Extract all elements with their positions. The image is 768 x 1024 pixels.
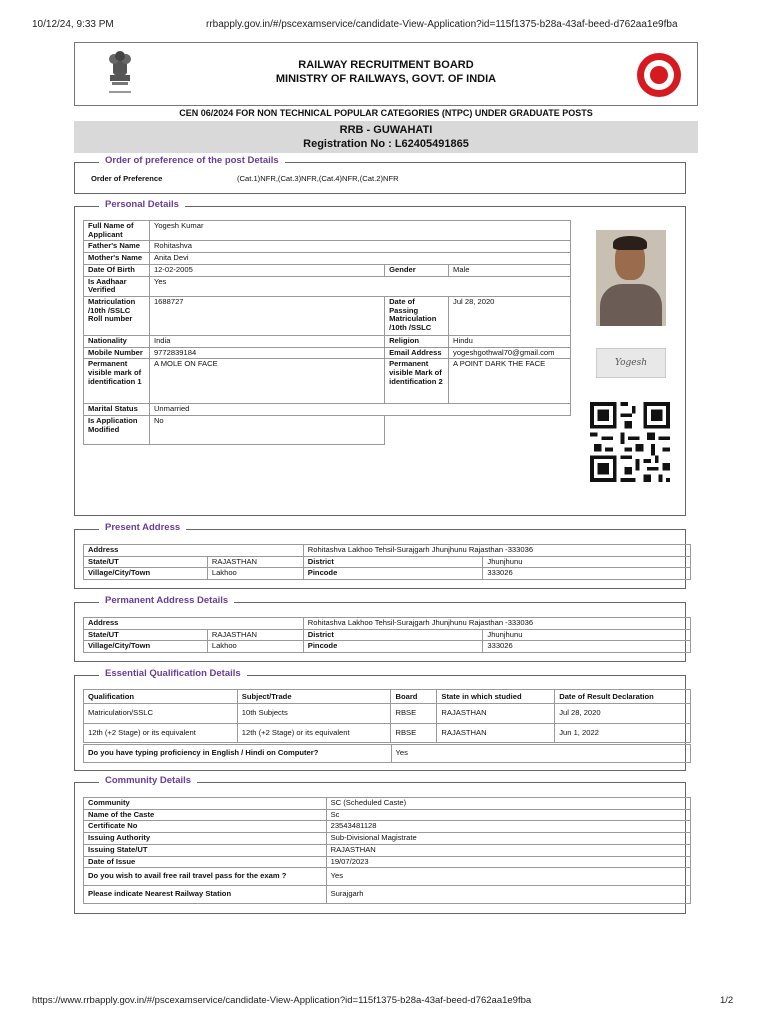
field-label: Certificate No bbox=[84, 821, 327, 833]
state-value: RAJASTHAN bbox=[207, 629, 303, 641]
field-label: Village/City/Town bbox=[84, 641, 208, 653]
personal-table bbox=[83, 220, 571, 445]
table-row bbox=[84, 856, 691, 868]
present-address-table bbox=[83, 544, 691, 580]
father-name-value: Rohitashva bbox=[149, 241, 570, 253]
table-row bbox=[84, 359, 571, 404]
mark1-value: A MOLE ON FACE bbox=[149, 359, 384, 404]
cen-title: CEN 06/2024 FOR NON TECHNICAL POPULAR CATEGORIES (NTPC) UNDER GRADUATE POSTS bbox=[179, 108, 593, 118]
table-row bbox=[84, 844, 691, 856]
column-header: Subject/Trade bbox=[237, 690, 391, 704]
field-label: State/UT bbox=[84, 556, 208, 568]
table-row bbox=[84, 868, 691, 886]
district-value: Jhunjhunu bbox=[483, 629, 691, 641]
table-row bbox=[84, 704, 691, 724]
preference-label: Order of Preference bbox=[91, 174, 163, 183]
table-cell: Jul 28, 2020 bbox=[555, 704, 691, 724]
section-title: Present Address bbox=[99, 522, 186, 533]
qualification-section bbox=[74, 668, 686, 771]
table-row bbox=[84, 221, 571, 241]
table-row bbox=[84, 723, 691, 743]
column-header: Qualification bbox=[84, 690, 238, 704]
column-header: Date of Result Declaration bbox=[555, 690, 691, 704]
preference-section bbox=[74, 155, 686, 194]
preference-value: (Cat.1)NFR,(Cat.3)NFR,(Cat.4)NFR,(Cat.2)NFR bbox=[237, 174, 399, 183]
table-row bbox=[84, 798, 691, 810]
district-value: Jhunjhunu bbox=[483, 556, 691, 568]
table-header-row bbox=[84, 690, 691, 704]
table-row bbox=[84, 347, 571, 359]
field-label: Full Name of Applicant bbox=[84, 221, 150, 241]
registration-number: Registration No : L62405491865 bbox=[303, 138, 469, 150]
table-row bbox=[84, 276, 571, 296]
field-label: Address bbox=[84, 618, 304, 630]
board-header bbox=[74, 42, 698, 106]
table-row bbox=[84, 629, 691, 641]
marital-value: Unmarried bbox=[149, 404, 570, 416]
table-row bbox=[84, 745, 691, 763]
mobile-value: 9772839184 bbox=[149, 347, 384, 359]
table-cell: 12th (+2 Stage) or its equivalent bbox=[237, 723, 391, 743]
table-row bbox=[84, 821, 691, 833]
field-label: Do you have typing proficiency in English / Hindi on Computer? bbox=[84, 745, 392, 763]
full-name-value: Yogesh Kumar bbox=[149, 221, 570, 241]
print-url: rrbapply.gov.in/#/pscexamservice/candidate-View-Application?id=115f1375-b28a-43af-beed-d762aa1e9fba bbox=[206, 19, 678, 30]
table-row bbox=[84, 241, 571, 253]
field-label: Father's Name bbox=[84, 241, 150, 253]
field-label: Permanent visible mark of identification 1 bbox=[84, 359, 150, 404]
table-row bbox=[84, 297, 571, 336]
field-label: Do you wish to avail free rail travel pass for the exam ? bbox=[84, 868, 327, 886]
table-row bbox=[84, 556, 691, 568]
field-label: Village/City/Town bbox=[84, 568, 208, 580]
station-value: Surajgarh bbox=[326, 886, 690, 904]
applicant-photo bbox=[596, 230, 666, 326]
matric-date-value: Jul 28, 2020 bbox=[449, 297, 571, 336]
field-label: State/UT bbox=[84, 629, 208, 641]
field-label: District bbox=[303, 629, 483, 641]
field-label: Nationality bbox=[84, 336, 150, 348]
typing-value: Yes bbox=[391, 745, 690, 763]
column-header: State in which studied bbox=[437, 690, 555, 704]
field-label: Name of the Caste bbox=[84, 809, 327, 821]
field-label: Mobile Number bbox=[84, 347, 150, 359]
address-value: Rohitashva Lakhoo Tehsil-Surajgarh Jhunjhunu Rajasthan -333036 bbox=[303, 545, 690, 557]
field-label: Is Aadhaar Verified bbox=[84, 276, 150, 296]
permanent-address-table bbox=[83, 617, 691, 653]
table-row bbox=[84, 641, 691, 653]
table-row bbox=[84, 545, 691, 557]
table-cell: 12th (+2 Stage) or its equivalent bbox=[84, 723, 238, 743]
table-row bbox=[84, 253, 571, 265]
registration-band bbox=[74, 121, 698, 153]
field-label: Religion bbox=[385, 336, 449, 348]
community-table bbox=[83, 797, 691, 904]
field-label: Marital Status bbox=[84, 404, 150, 416]
section-title: Permanent Address Details bbox=[99, 595, 234, 606]
field-label: Email Address bbox=[385, 347, 449, 359]
matric-roll-value: 1688727 bbox=[149, 297, 384, 336]
section-title: Community Details bbox=[99, 775, 197, 786]
table-cell: RBSE bbox=[391, 723, 437, 743]
address-value: Rohitashva Lakhoo Tehsil-Surajgarh Jhunjhunu Rajasthan -333036 bbox=[303, 618, 690, 630]
table-cell: Matriculation/SSLC bbox=[84, 704, 238, 724]
nationality-value: India bbox=[149, 336, 384, 348]
section-title: Essential Qualification Details bbox=[99, 668, 247, 679]
section-title: Personal Details bbox=[99, 199, 185, 210]
religion-value: Hindu bbox=[449, 336, 571, 348]
present-address-section bbox=[74, 522, 686, 589]
table-row bbox=[84, 568, 691, 580]
railway-logo-icon bbox=[637, 53, 681, 97]
field-value: SC (Scheduled Caste) bbox=[326, 798, 690, 810]
table-cell: 10th Subjects bbox=[237, 704, 391, 724]
mark2-value: A POINT DARK THE FACE bbox=[449, 359, 571, 404]
table-cell: RBSE bbox=[391, 704, 437, 724]
table-row bbox=[84, 264, 571, 276]
dob-value: 12-02-2005 bbox=[149, 264, 384, 276]
table-row bbox=[84, 416, 571, 445]
board-name: RAILWAY RECRUITMENT BOARD bbox=[298, 59, 474, 71]
table-row bbox=[84, 336, 571, 348]
field-label: Permanent visible Mark of identification 2 bbox=[385, 359, 449, 404]
field-label: Please indicate Nearest Railway Station bbox=[84, 886, 327, 904]
field-label: Community bbox=[84, 798, 327, 810]
field-label: Issuing Authority bbox=[84, 833, 327, 845]
section-title: Order of preference of the post Details bbox=[99, 155, 285, 166]
state-value: RAJASTHAN bbox=[207, 556, 303, 568]
table-row bbox=[84, 618, 691, 630]
field-label: District bbox=[303, 556, 483, 568]
table-row bbox=[84, 833, 691, 845]
column-header: Board bbox=[391, 690, 437, 704]
community-section bbox=[74, 775, 686, 914]
table-row bbox=[84, 809, 691, 821]
table-cell: Jun 1, 2022 bbox=[555, 723, 691, 743]
rrb-name: RRB - GUWAHATI bbox=[339, 124, 433, 136]
qualification-table bbox=[83, 689, 691, 743]
field-label: Address bbox=[84, 545, 304, 557]
field-label: Matriculation /10th /SSLC Roll number bbox=[84, 297, 150, 336]
field-value: RAJASTHAN bbox=[326, 844, 690, 856]
qr-code-icon bbox=[590, 400, 670, 484]
pincode-value: 333026 bbox=[483, 641, 691, 653]
field-label: Date Of Birth bbox=[84, 264, 150, 276]
print-datetime: 10/12/24, 9:33 PM bbox=[32, 19, 114, 30]
table-row bbox=[84, 404, 571, 416]
village-value: Lakhoo bbox=[207, 641, 303, 653]
field-label: Gender bbox=[385, 264, 449, 276]
field-value: Sc bbox=[326, 809, 690, 821]
aadhaar-value: Yes bbox=[149, 276, 570, 296]
field-label: Is Application Modified bbox=[84, 416, 150, 445]
mother-name-value: Anita Devi bbox=[149, 253, 570, 265]
field-value: Sub-Divisional Magistrate bbox=[326, 833, 690, 845]
field-label: Date of Passing Matriculation /10th /SSLC bbox=[385, 297, 449, 336]
page-number: 1/2 bbox=[720, 995, 734, 1006]
permanent-address-section bbox=[74, 595, 686, 662]
ministry-name: MINISTRY OF RAILWAYS, GOVT. OF INDIA bbox=[275, 73, 497, 85]
table-row bbox=[84, 886, 691, 904]
applicant-signature: Yogesh bbox=[596, 348, 666, 378]
typing-table bbox=[83, 744, 691, 763]
field-label: Date of Issue bbox=[84, 856, 327, 868]
field-label: Pincode bbox=[303, 641, 483, 653]
pincode-value: 333026 bbox=[483, 568, 691, 580]
field-label: Mother's Name bbox=[84, 253, 150, 265]
table-cell: RAJASTHAN bbox=[437, 704, 555, 724]
field-label: Issuing State/UT bbox=[84, 844, 327, 856]
village-value: Lakhoo bbox=[207, 568, 303, 580]
email-value: yogeshgothwal70@gmail.com bbox=[449, 347, 571, 359]
field-value: 19/07/2023 bbox=[326, 856, 690, 868]
footer-url: https://www.rrbapply.gov.in/#/pscexamservice/candidate-View-Application?id=115f1375-b28a-43af-beed-d762aa1e9fba bbox=[32, 995, 532, 1006]
field-label: Pincode bbox=[303, 568, 483, 580]
field-value: 23543481128 bbox=[326, 821, 690, 833]
gender-value: Male bbox=[449, 264, 571, 276]
modified-value: No bbox=[149, 416, 384, 445]
table-cell: RAJASTHAN bbox=[437, 723, 555, 743]
rail-pass-value: Yes bbox=[326, 868, 690, 886]
